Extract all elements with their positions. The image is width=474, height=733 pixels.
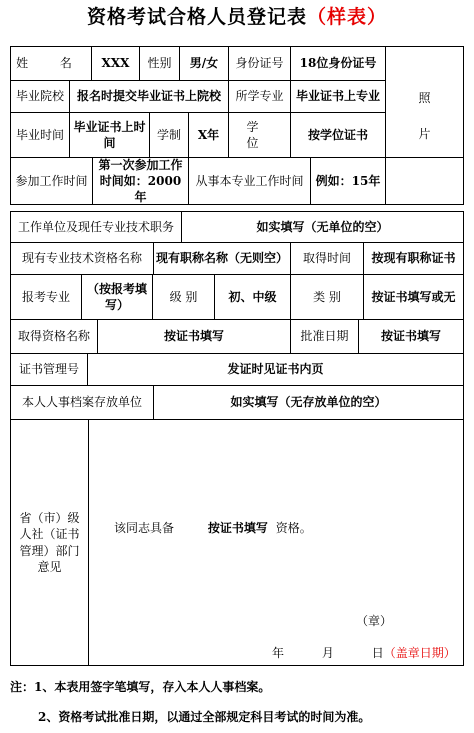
- approval-date-label: 批准日期: [290, 319, 359, 354]
- employer-label: 工作单位及现任专业技术职务: [10, 211, 182, 243]
- archive-label: 本人人事档案存放单位: [10, 385, 154, 420]
- title-sample-tag: （样表）: [307, 6, 388, 28]
- current-title-label: 现有专业技术资格名称: [10, 242, 154, 275]
- opinion-text-fill[interactable]: 按证书填写: [207, 521, 268, 535]
- obtained-time-label: 取得时间: [290, 242, 364, 275]
- id-number-value[interactable]: 18位身份证号: [290, 46, 386, 81]
- blank-cell: [385, 157, 464, 205]
- major-value[interactable]: 毕业证书上专业: [290, 80, 386, 113]
- duration-value[interactable]: X年: [188, 112, 229, 158]
- note-line-2: 2、资格考试批准日期，以通过全部规定科目考试的时间为准。: [38, 710, 371, 724]
- title-main: 资格考试合格人员登记表: [86, 6, 307, 28]
- exam-major-label: 报考专业: [10, 274, 82, 320]
- obtained-time-value[interactable]: 按现有职称证书: [363, 242, 464, 275]
- opinion-text: [114, 519, 312, 536]
- date-day: 日: [371, 646, 384, 660]
- current-title-value[interactable]: 现有职称名称（无则空）: [153, 242, 291, 275]
- category-label: 类 别: [290, 274, 364, 320]
- work-start-label: 参加工作时间: [10, 157, 93, 205]
- opinion-text-prefix: 该同志具备: [114, 521, 175, 535]
- photo-box[interactable]: [385, 46, 464, 158]
- major-label: 所学专业: [228, 80, 291, 113]
- grad-time-label: 毕业时间: [10, 112, 70, 158]
- exam-major-value[interactable]: （按报考填写）: [81, 274, 153, 320]
- school-value[interactable]: 报名时提交毕业证书上院校: [69, 80, 229, 113]
- level-value[interactable]: 初、中级: [214, 274, 291, 320]
- date-month: 月: [321, 646, 334, 660]
- cert-no-label: 证书管理号: [10, 353, 88, 386]
- seal-date-note: （盖章日期）: [383, 646, 456, 660]
- seal-mark: （章）: [356, 614, 393, 628]
- category-value[interactable]: 按证书填写或无: [363, 274, 464, 320]
- employer-value[interactable]: 如实填写（无单位的空）: [181, 211, 464, 243]
- name-label: 姓 名: [10, 46, 92, 81]
- date-year: 年: [272, 646, 285, 660]
- prof-years-label: 从事本专业工作时间: [188, 157, 311, 205]
- gender-value[interactable]: 男/女: [179, 46, 229, 81]
- opinion-label: 省（市）级人社（证书管理）部门意见: [10, 419, 89, 666]
- opinion-text-suffix: 资格。: [275, 521, 312, 535]
- archive-value[interactable]: 如实填写（无存放单位的空）: [153, 385, 464, 420]
- name-value[interactable]: XXX: [91, 46, 140, 81]
- note-line-1: 注：1、本表用签字笔填写，存入本人人事档案。: [10, 680, 271, 694]
- approval-date-value[interactable]: 按证书填写: [358, 319, 464, 354]
- grad-time-value[interactable]: 毕业证书上时间: [69, 112, 150, 158]
- qual-name-value[interactable]: 按证书填写: [97, 319, 291, 354]
- id-number-label: 身份证号: [228, 46, 291, 81]
- gender-label: 性别: [139, 46, 180, 81]
- work-start-value[interactable]: 第一次参加工作时间如：2000年: [92, 157, 189, 205]
- opinion-area[interactable]: [88, 419, 464, 666]
- degree-label: 学 位: [228, 112, 291, 158]
- duration-label: 学制: [149, 112, 189, 158]
- prof-years-value[interactable]: 例如：15年: [310, 157, 386, 205]
- qual-name-label: 取得资格名称: [10, 319, 98, 354]
- cert-no-value[interactable]: 发证时见证书内页: [87, 353, 464, 386]
- school-label: 毕业院校: [10, 80, 70, 113]
- photo-label-1: 照: [418, 90, 431, 105]
- page-title: [0, 2, 474, 29]
- level-label: 级 别: [152, 274, 215, 320]
- photo-label-2: 片: [418, 127, 431, 141]
- date-line: [272, 644, 456, 661]
- degree-value[interactable]: 按学位证书: [290, 112, 386, 158]
